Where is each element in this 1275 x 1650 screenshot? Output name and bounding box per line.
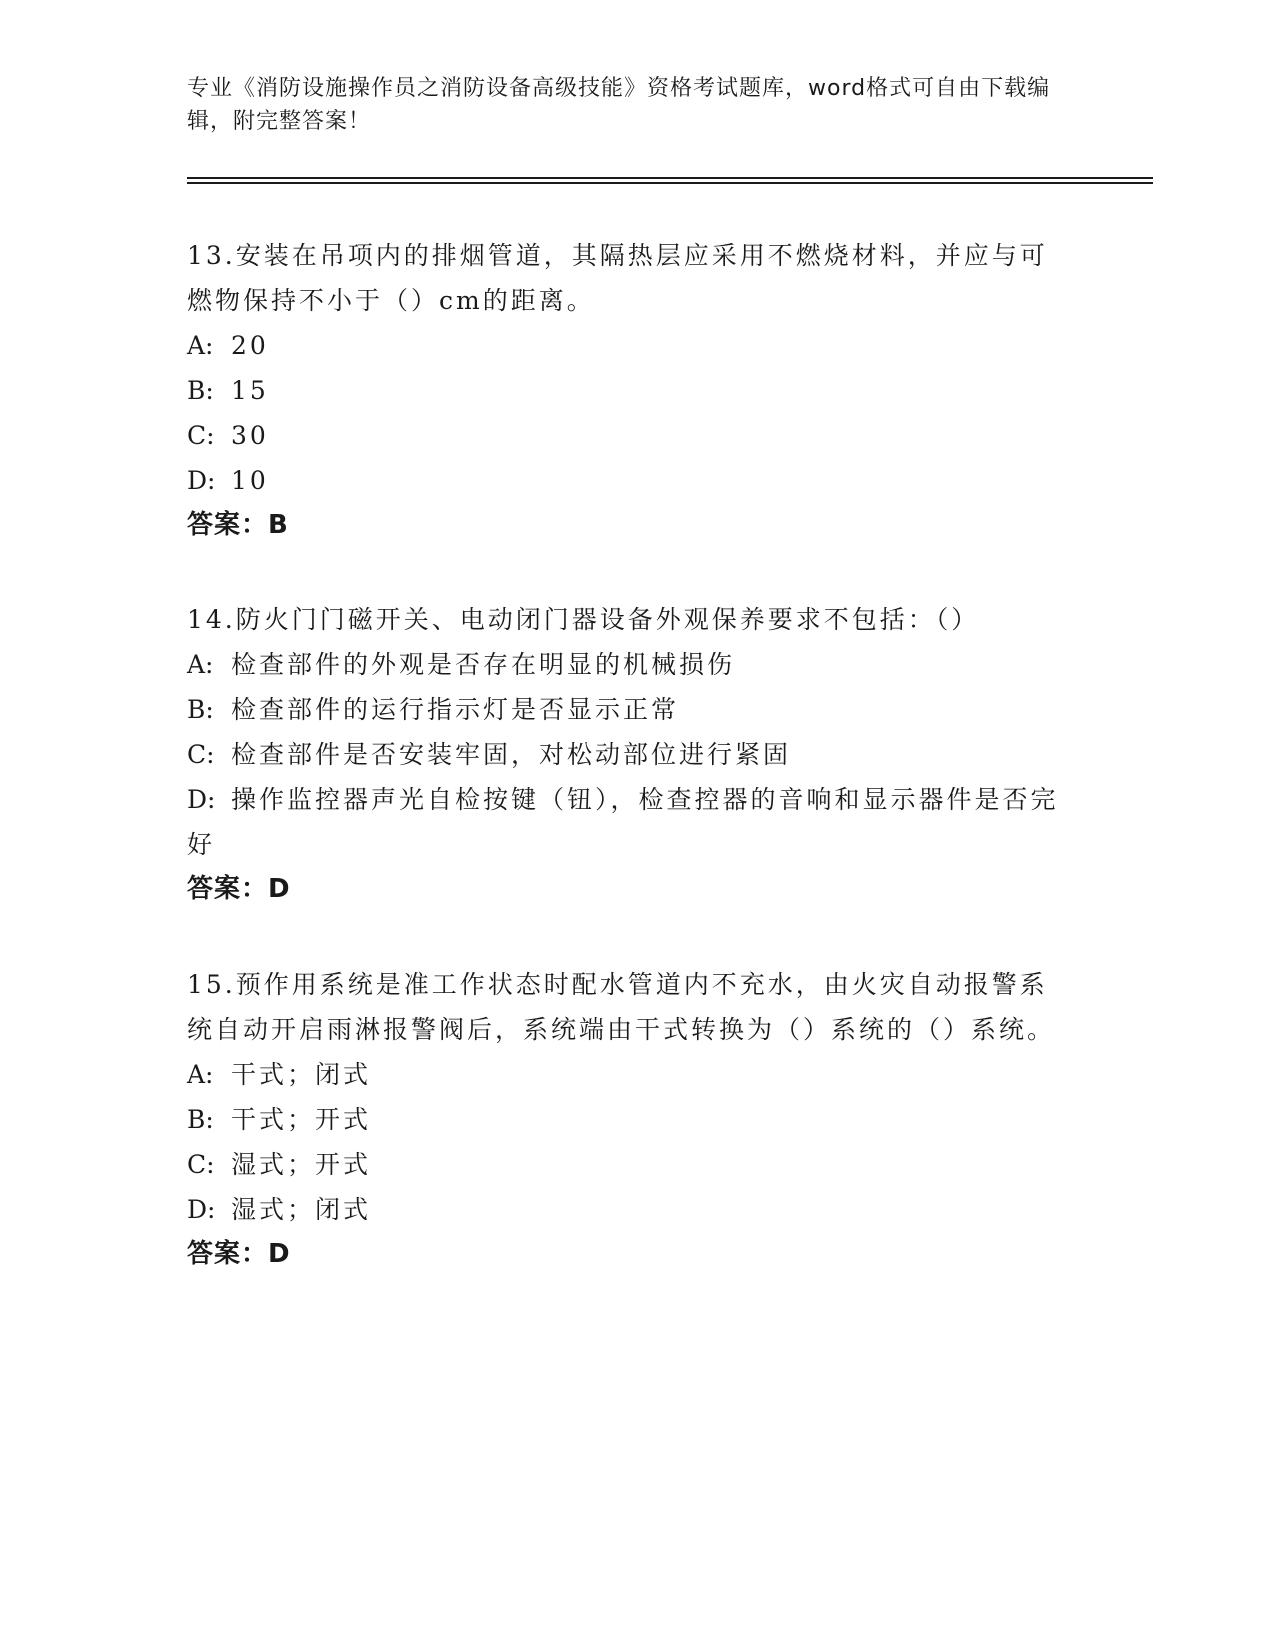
option-text: 操作监控器声光自检按键（钮），检查控器的音响和显示器件是否完好 bbox=[187, 785, 1059, 859]
option-c bbox=[187, 732, 1067, 777]
option-letter: C: bbox=[187, 740, 215, 769]
option-a bbox=[187, 642, 1067, 687]
option-letter: B: bbox=[187, 376, 214, 405]
option-b bbox=[187, 368, 1067, 413]
answer-line: 答案：D bbox=[187, 874, 291, 904]
option-c bbox=[187, 1142, 1067, 1187]
answer-line: 答案：B bbox=[187, 510, 289, 540]
option-text: 湿式；开式 bbox=[231, 1150, 372, 1179]
option-text: 30 bbox=[231, 421, 269, 450]
option-d bbox=[187, 1187, 1067, 1232]
question-text: 13.安装在吊项内的排烟管道，其隔热层应采用不燃烧材料，并应与可燃物保持不小于（）cm的距离。 bbox=[187, 241, 1048, 315]
question-text: 15.预作用系统是准工作状态时配水管道内不充水，由火灾自动报警系统自动开启雨淋报警阀后，系统端由干式转换为（）系统的（）系统。 bbox=[187, 970, 1056, 1044]
question-15 bbox=[187, 962, 1067, 1277]
option-letter: D: bbox=[187, 1195, 216, 1224]
option-text: 15 bbox=[231, 376, 269, 405]
option-text: 检查部件的运行指示灯是否显示正常 bbox=[231, 695, 680, 724]
option-letter: C: bbox=[187, 1150, 215, 1179]
option-b bbox=[187, 687, 1067, 732]
header-divider-bottom bbox=[187, 182, 1153, 184]
option-d bbox=[187, 777, 1067, 867]
option-letter: C: bbox=[187, 421, 215, 450]
option-a bbox=[187, 1052, 1067, 1097]
option-b bbox=[187, 1097, 1067, 1142]
option-text: 检查部件是否安装牢固，对松动部位进行紧固 bbox=[231, 740, 792, 769]
option-text: 湿式；闭式 bbox=[231, 1195, 372, 1224]
option-c bbox=[187, 413, 1067, 458]
option-text: 20 bbox=[231, 331, 269, 360]
option-d bbox=[187, 458, 1067, 503]
option-text: 干式；开式 bbox=[231, 1105, 372, 1134]
answer-line: 答案：D bbox=[187, 1239, 291, 1269]
option-text: 检查部件的外观是否存在明显的机械损伤 bbox=[231, 650, 736, 679]
option-letter: B: bbox=[187, 1105, 214, 1134]
document-header: 专业《消防设施操作员之消防设备高级技能》资格考试题库，word格式可自由下载编辑，附完整答案！ bbox=[187, 76, 1051, 134]
question-text: 14.防火门门磁开关、电动闭门器设备外观保养要求不包括：（） bbox=[187, 605, 980, 634]
option-letter: D: bbox=[187, 785, 216, 814]
option-letter: A: bbox=[187, 650, 214, 679]
option-text: 干式；闭式 bbox=[231, 1060, 372, 1089]
question-14 bbox=[187, 597, 1067, 912]
option-a bbox=[187, 323, 1067, 368]
option-text: 10 bbox=[231, 466, 269, 495]
header-divider-top bbox=[187, 177, 1153, 179]
question-13 bbox=[187, 233, 1067, 548]
option-letter: B: bbox=[187, 695, 214, 724]
option-letter: A: bbox=[187, 331, 214, 360]
option-letter: D: bbox=[187, 466, 216, 495]
option-letter: A: bbox=[187, 1060, 214, 1089]
